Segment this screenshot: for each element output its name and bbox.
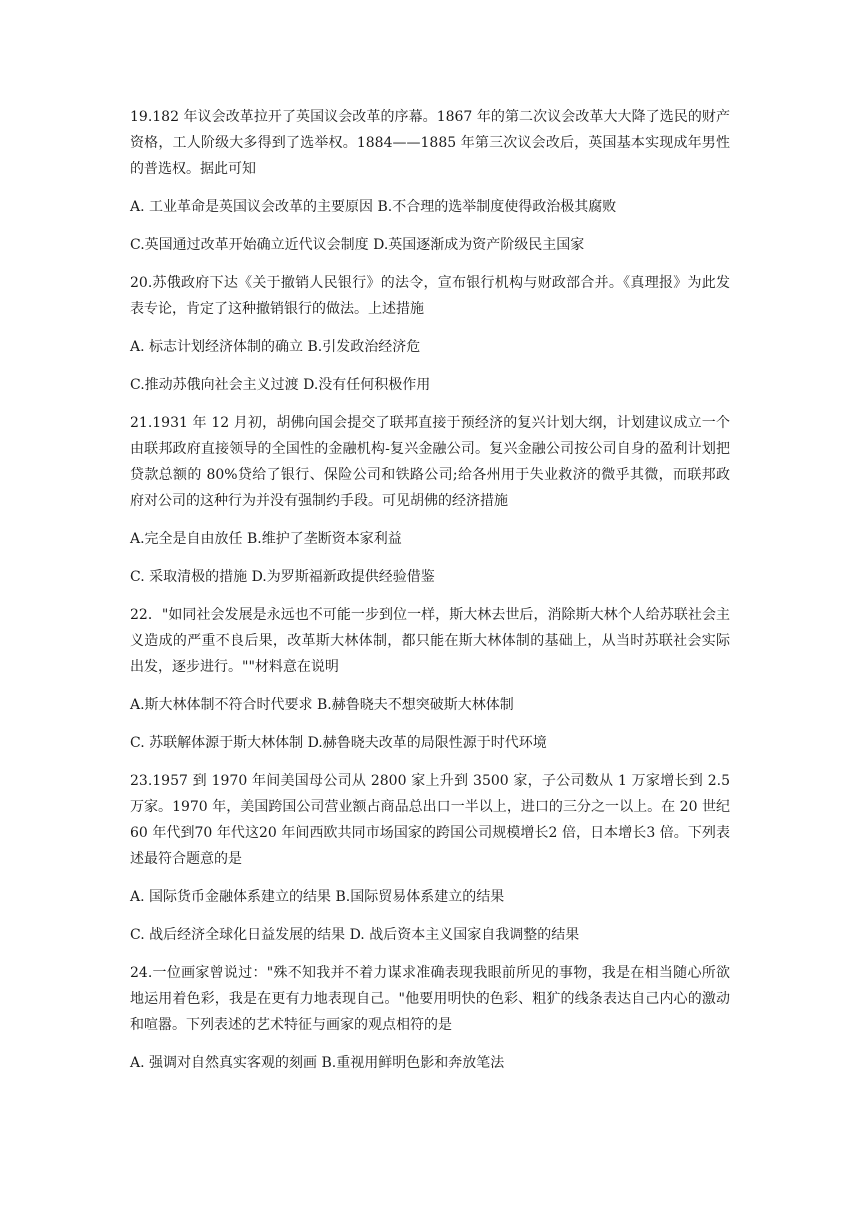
question-23-stem: 23.1957 到 1970 年间美国母公司从 2800 家上升到 3500 家，子公司数从 1 万家增长到 2.5 万家。1970 年，美国跨国公司营业额占商品总出口一半以上，进口的三分之一以上。在 20 世纪 60 年代到70 年代这20 年间西欧共同市场国家的跨国公司规模增长2 倍，日本增长3 倍。下列表述最符合题意的是 — [130, 773, 730, 867]
question-22-stem: 22．"如同社会发展是永远也不可能一步到位一样，斯大林去世后，消除斯大林个人给苏联社会主义造成的严重不良后果，改革斯大林体制，都只能在斯大林体制的基础上，从当时苏联社会实际出发，逐步进行。""材料意在说明 — [130, 607, 730, 675]
question-19-options-cd: C.英国通过改革开始确立近代议会制度 D.英国逐渐成为资产阶级民主国家 — [130, 237, 585, 253]
document-page — [130, 104, 730, 1088]
question-24-stem: 24.一位画家曾说过："殊不知我并不着力谋求准确表现我眼前所见的事物，我是在相当随心所欲地运用着色彩，我是在更有力地表现自己。"他要用明快的色彩、粗犷的线条表达自己内心的激动和喧嚣。下列表述的艺术特征与画家的观点相符的是 — [130, 965, 730, 1033]
question-21-options-cd: C. 采取清极的措施 D.为罗斯福新政提供经验借鉴 — [130, 569, 435, 585]
question-21-options-ab: A.完全是自由放任 B.维护了垄断资本家利益 — [130, 531, 402, 547]
question-20-options-cd: C.推动苏俄向社会主义过渡 D.没有任何积极作用 — [130, 377, 431, 393]
question-22-options-cd: C. 苏联解体源于斯大林体制 D.赫鲁晓夫改革的局限性源于时代环境 — [130, 735, 547, 751]
question-21-stem: 21.1931 年 12 月初，胡佛向国会提交了联邦直接于预经济的复兴计划大纲，计划建议成立一个由联邦政府直接领导的全国性的金融机构-复兴金融公司。复兴金融公司按公司自身的盈利计划把贷款总额的 80%贷给了银行、保险公司和铁路公司;给各州用于失业救济的微乎其微，而联邦政府对公司的这种行为并没有强制约手段。可见胡佛的经济措施 — [130, 415, 730, 509]
question-24-options-ab: A. 强调对自然真实客观的刻画 B.重视用鲜明色影和奔放笔法 — [130, 1055, 505, 1071]
question-20-options-ab: A. 标志计划经济体制的确立 B.引发政治经济危 — [130, 339, 421, 355]
question-19-options-ab: A. 工业革命是英国议会改革的主要原因 B.不合理的选举制度使得政治极其腐败 — [130, 199, 617, 215]
question-20-stem: 20.苏俄政府下达《关于撤销人民银行》的法令，宣布银行机构与财政部合并。《真理报》为此发表专论，肯定了这种撤销银行的做法。上述措施 — [130, 275, 730, 317]
question-23-options-cd: C. 战后经济全球化日益发展的结果 D. 战后资本主义国家自我调整的结果 — [130, 927, 580, 943]
question-22-options-ab: A.斯大林体制不符合时代要求 B.赫鲁晓夫不想突破斯大林体制 — [130, 697, 514, 713]
question-19-stem: 19.182 年议会改革拉开了英国议会改革的序幕。1867 年的第二次议会改革大大降了选民的财产资格，工人阶级大多得到了选举权。1884——1885 年第三次议会改后，英国基本实现成年男性的普选权。据此可知 — [130, 109, 730, 177]
question-23-options-ab: A. 国际货币金融体系建立的结果 B.国际贸易体系建立的结果 — [130, 889, 505, 905]
